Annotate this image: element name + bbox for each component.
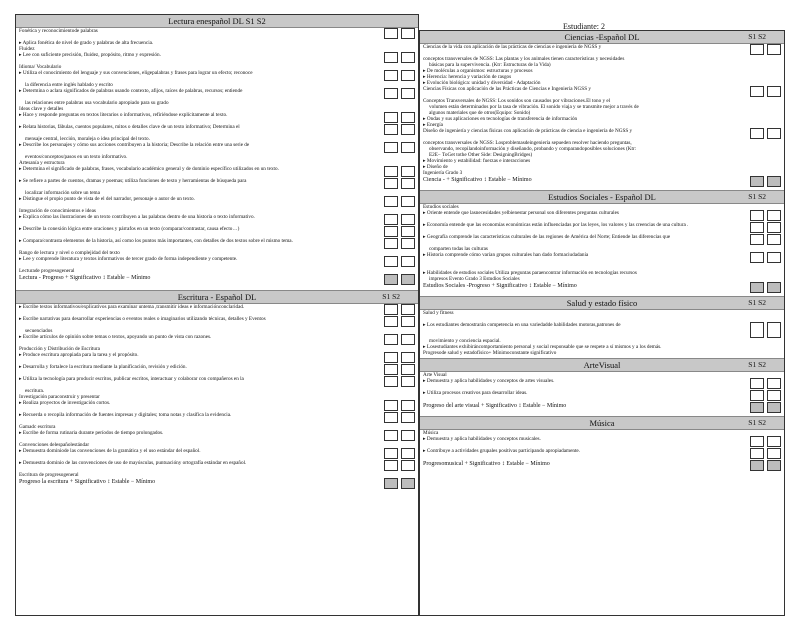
row-text: ▸ Geografía comprende las características culturales de las regiones de América del Norte; Entiende las diferencias que <box>423 234 671 240</box>
row-text: ▸ Describe los personajes y cómo sus acciones contribuyen a la historia; Describe la relación entre una serie de <box>19 142 250 148</box>
grade-box-s2[interactable] <box>401 52 415 63</box>
grade-box-s2[interactable] <box>401 400 415 411</box>
row-text: ▸ Energía <box>423 122 443 128</box>
row-text: Ciencia - + Significativo ↕ Estable − Mínimo <box>423 177 532 183</box>
standard-row <box>16 460 418 472</box>
grade-box-s2[interactable] <box>401 226 415 237</box>
writing-rows <box>16 304 418 490</box>
science-rows <box>420 44 784 188</box>
overall-progress-row <box>420 282 784 294</box>
row-text: movimiento y conciencia espacial. <box>429 338 501 344</box>
row-text: conceptos transversales de NGSS: Losproblemasdeingeniería sepueden resolver haciendo preguntas, <box>423 140 632 146</box>
grade-box-s1[interactable] <box>750 252 764 263</box>
grade-box-s2[interactable] <box>767 378 781 389</box>
grade-box-s1[interactable] <box>384 316 398 327</box>
grade-box-s1[interactable] <box>384 112 398 123</box>
row-text: Artesanía y estructura <box>19 160 65 166</box>
grade-box-s1[interactable] <box>384 352 398 363</box>
overall-progress-row <box>420 460 784 472</box>
row-text: ▸ De moléculas a organismos: estructuras y procesos <box>423 68 533 74</box>
standard-row <box>16 430 418 442</box>
row-text: Progresode salud y estadofísico+ Mínimoconstante significativo <box>423 350 557 356</box>
grade-box-s2[interactable] <box>767 322 781 338</box>
music-semester-labels: S1 S2 <box>748 418 766 427</box>
grade-box-s2[interactable] <box>401 478 415 489</box>
row-text: Estudios Sociales -Progreso + Significativo ↕ Estable − Mínimo <box>423 283 577 289</box>
subheading-row <box>420 350 784 356</box>
standard-row <box>420 222 784 234</box>
grade-box-s2[interactable] <box>401 70 415 81</box>
grade-box-s1[interactable] <box>384 376 398 387</box>
grade-box-s1[interactable] <box>384 334 398 345</box>
grade-box-s2[interactable] <box>767 436 781 447</box>
social-studies-header <box>420 190 784 204</box>
row-text: ▸ Habilidades de estudios sociales Utiliza preguntas paraencontrar información en tecnologías recursos <box>423 270 637 276</box>
row-text: ▸ Utiliza procesos creativos para desarrollar ideas. <box>423 390 528 396</box>
standard-row <box>16 316 418 328</box>
row-text: eventos/conceptos/pasos en un texto informativo. <box>25 154 128 160</box>
right-column <box>419 30 785 616</box>
row-text: las relaciones entre palabras usa vocabulario apropiado para su grado <box>25 100 169 106</box>
row-text: Diseño de ingeniería y ciencias físicas con aplicación de prácticas de ciencia e ingeniería de NGSS y <box>423 128 633 134</box>
grade-box-s1[interactable] <box>750 44 764 55</box>
grade-box-s1[interactable] <box>384 430 398 441</box>
grade-box-s2[interactable] <box>401 274 415 285</box>
grade-box-s2[interactable] <box>401 142 415 153</box>
standard-row <box>16 178 418 190</box>
overall-progress-row <box>16 274 418 286</box>
grade-box-s1[interactable] <box>384 142 398 153</box>
grade-box-s2[interactable] <box>401 166 415 177</box>
row-text: ▸ Escribe narrativas para desarrollar experiencias o eventos reales o imaginarios utilizando técnicas, detalles y Eventos <box>19 316 266 322</box>
standard-row <box>16 256 418 268</box>
row-text: observando, recopilandoinformación y diseñando, probando y comparandoposibles soluciones (Ktr: <box>429 146 637 152</box>
grade-box-s2[interactable] <box>767 460 781 471</box>
grade-box-s2[interactable] <box>401 448 415 459</box>
standard-row <box>16 124 418 136</box>
row-text: ▸ Lee y comprende literatura y textos informativos de tercer grado de forma independiente y competente. <box>19 256 238 262</box>
standard-row <box>16 166 418 178</box>
standard-row <box>16 412 418 424</box>
science-section-header <box>420 31 784 44</box>
writing-semester-labels: S1 S2 <box>382 292 400 301</box>
grade-box-s1[interactable] <box>384 52 398 63</box>
grade-box-s2[interactable] <box>767 128 781 139</box>
grade-box-s2[interactable] <box>401 112 415 123</box>
row-text: ▸ Demuestra dominiode las convenciones de la gramática y el uso estándar del español. <box>19 448 201 454</box>
social-studies-title: Estudios Sociales - Español DL <box>548 192 656 202</box>
row-text: Idioma/ Vocabulario <box>19 64 62 70</box>
row-text: ▸ Economía entende que las economías económicas están influenciadas por las leyes, los valores y las creencias de una cultura . <box>423 222 689 228</box>
subheading-row <box>420 86 784 98</box>
grade-box-s2[interactable] <box>401 412 415 423</box>
grade-box-s2[interactable] <box>401 88 415 99</box>
subheading-row <box>420 44 784 56</box>
row-text: ▸ Relata historias, fábulas, cuentos populares, mitos o detalles clave de un texto informativo; Determina el <box>19 124 240 130</box>
row-text: Rango de lectura y nivel o complejidad del texto <box>19 250 120 256</box>
grade-box-s1[interactable] <box>750 210 764 221</box>
grade-box-s1[interactable] <box>384 478 398 489</box>
subheading-row <box>16 28 418 40</box>
row-text: Estudios sociales <box>423 204 459 210</box>
grade-box-s1[interactable] <box>750 378 764 389</box>
grade-box-s1[interactable] <box>384 448 398 459</box>
row-text: Arte Visual <box>423 372 447 378</box>
grade-box-s2[interactable] <box>767 448 781 459</box>
student-label: Estudiante: 2 <box>563 22 605 31</box>
row-text: ▸ Historia comprende cómo varían grupos culturales han dado formaciudadanía <box>423 252 589 258</box>
grade-box-s2[interactable] <box>401 364 415 375</box>
overall-progress-row <box>16 478 418 490</box>
standard-row <box>16 238 418 250</box>
row-text: ▸ Escribe de forma rutinaria durante períodos de tiempo prolongados. <box>19 430 164 436</box>
row-text: Progresomusical + Significativo ↕ Estable − Mínimo <box>423 461 550 467</box>
row-text: ▸ Describe la conexión lógica entre oraciones y párrafos en un texto (comparar/contrastar, causa efecto…) <box>19 226 240 232</box>
row-text: Salud y fitness <box>423 310 454 316</box>
grade-box-s1[interactable] <box>750 460 764 471</box>
row-text: escritura. <box>25 388 45 394</box>
overall-progress-row <box>420 402 784 414</box>
row-text: secuenciados <box>25 328 53 334</box>
grade-box-s2[interactable] <box>401 430 415 441</box>
row-text: ▸ Demuestra y aplica habilidades y conceptos de artes visuales. <box>423 378 555 384</box>
row-text: E2E− ToGet tothe Other Side: DesigningBridges) <box>429 152 533 158</box>
row-text: Ciencias de la vida con aplicación de las prácticas de ciencias e ingeniería de NGSS y <box>423 44 602 50</box>
row-text: Lecturade progresogeneral <box>19 268 75 274</box>
standard-row <box>420 322 784 338</box>
art-section-header <box>420 358 784 372</box>
row-text: ▸ Utiliza la tecnología para producir escritos, publicar escritos, interactuar y colaborar con compañeros en la <box>19 376 244 382</box>
grade-box-s1[interactable] <box>384 400 398 411</box>
standard-row <box>420 210 784 222</box>
standard-row <box>16 400 418 412</box>
art-semester-labels: S1 S2 <box>748 360 766 369</box>
grade-box-s1[interactable] <box>384 274 398 285</box>
grade-box-s2[interactable] <box>401 316 415 327</box>
grade-box-s1[interactable] <box>750 322 764 338</box>
standard-row <box>16 304 418 316</box>
grade-box-s2[interactable] <box>401 460 415 471</box>
row-text: ▸ Hace y responde preguntas en textos literarios o informativos, refiriéndose explícitamente al texto. <box>19 112 228 118</box>
row-text: Escritura de progresogeneral <box>19 472 79 478</box>
row-text: ▸ Demuestra dominio de las convenciones de uso de mayúsculas, puntuacióny ortografía estándar en español. <box>19 460 247 466</box>
grade-box-s2[interactable] <box>767 390 781 401</box>
grade-box-s1[interactable] <box>384 178 398 189</box>
row-text: ▸ Determina o aclara significados de palabras usando contexto, afijos, raíces de palabras, recursos; entiende <box>19 88 243 94</box>
row-text: ▸ Distingue el propio punto de vista de el del narrador, personaje o autor de un texto. <box>19 196 195 202</box>
art-section-title: ArteVisual <box>583 360 621 370</box>
grade-box-s2[interactable] <box>401 352 415 363</box>
grade-box-s2[interactable] <box>401 196 415 207</box>
music-section-title: Música <box>589 418 615 428</box>
row-text: Música <box>423 430 439 436</box>
row-text: algunos materiales que de otros(Equipo: Sonido) <box>429 110 531 116</box>
grade-box-s2[interactable] <box>401 376 415 387</box>
reading-rows <box>16 28 418 286</box>
health-rows <box>420 310 784 356</box>
grade-box-s2[interactable] <box>401 124 415 135</box>
grade-box-s1[interactable] <box>750 176 764 187</box>
health-semester-labels: S1 S2 <box>748 298 766 307</box>
row-text: Gamadc escritura <box>19 424 56 430</box>
row-text: Progreso del arte visual + Significativo ↕ Estable − Mínimo <box>423 403 567 409</box>
standard-row <box>16 52 418 64</box>
row-text: Progreso la escritura + Significativo ↕ Estable − Mínimo <box>19 479 156 485</box>
reading-section-title: Lectura enespañol DL S1 S2 <box>168 16 266 26</box>
row-text: ▸ Los estudiantes demostrarán competencia en una variedadde habilidades motoras,patrones de <box>423 322 621 328</box>
grade-box-s1[interactable] <box>384 238 398 249</box>
grade-box-s1[interactable] <box>750 402 764 413</box>
grade-box-s2[interactable] <box>401 28 415 39</box>
row-text: ▸ Oriente entende que lasnecesidades yelbienestar personal son diferentes preguntas culturales <box>423 210 619 216</box>
grade-box-s1[interactable] <box>750 128 764 139</box>
grade-box-s1[interactable] <box>384 70 398 81</box>
row-text: volumen están determinados por la tasa de vibración. El sonido viaja y se transmite mejor a través de <box>429 104 639 110</box>
standard-row <box>16 142 418 154</box>
grade-box-s1[interactable] <box>384 88 398 99</box>
standard-row <box>420 378 784 390</box>
row-text: ▸ Aplica fonética de nivel de grado y palabras de alta frecuencia. <box>19 40 154 46</box>
row-text: ▸ Produce escritura apropiada para la tarea y el propósito. <box>19 352 139 358</box>
art-rows <box>420 372 784 414</box>
grade-box-s1[interactable] <box>750 222 764 233</box>
grade-box-s2[interactable] <box>767 86 781 97</box>
grade-box-s1[interactable] <box>384 460 398 471</box>
grade-box-s2[interactable] <box>767 234 781 245</box>
overall-progress-row <box>420 176 784 188</box>
row-text: ▸ Determina el significado de palabras, frases, vocabulario académico general y de dominio específico utilizados en un texto. <box>19 166 279 172</box>
grade-box-s1[interactable] <box>750 448 764 459</box>
row-text: ▸ Realiza proyectos de investigación cortos. <box>19 400 111 406</box>
row-text: localizar información sobre un tema <box>25 190 100 196</box>
social-studies-rows <box>420 204 784 294</box>
row-text: mensaje central, lección, moraleja o idea principal del texto. <box>25 136 150 142</box>
row-text: Lectura - Progreso + Significativo ↕ Estable − Mínimo <box>19 275 151 281</box>
standard-row <box>420 234 784 246</box>
social-studies-semester-labels: S1 S2 <box>748 192 766 201</box>
grade-box-s2[interactable] <box>401 334 415 345</box>
row-text: ▸ Lee con suficiente precisión, fluidez, propósito, ritmo y expresión. <box>19 52 161 58</box>
grade-box-s1[interactable] <box>384 196 398 207</box>
writing-section-header <box>16 290 418 304</box>
row-text: Conceptos Transversales de NGSS: Los sonidos son causados por vibraciones.El tono y el <box>423 98 611 104</box>
grade-box-s1[interactable] <box>384 124 398 135</box>
row-text: ▸ Escribe textos informativos/explicativos para examinar untema ,transmitir ideas e informaciónconclaridad. <box>19 304 245 310</box>
row-text: Fonética y reconocimientode palabras <box>19 28 98 34</box>
grade-box-s2[interactable] <box>767 402 781 413</box>
grade-box-s1[interactable] <box>750 234 764 245</box>
grade-box-s1[interactable] <box>384 364 398 375</box>
row-text: ▸ Ondas y sus aplicaciones en tecnologías de transferencia de información <box>423 116 578 122</box>
standard-row <box>16 88 418 100</box>
grade-box-s1[interactable] <box>384 304 398 315</box>
grade-box-s1[interactable] <box>750 390 764 401</box>
grade-box-s1[interactable] <box>384 412 398 423</box>
left-column <box>15 14 419 616</box>
row-text: ▸ Explica cómo las ilustraciones de un texto contribuyen a las palabras dentro de una historia o texto informativo. <box>19 214 255 220</box>
grade-box-s1[interactable] <box>384 214 398 225</box>
grade-box-s2[interactable] <box>767 210 781 221</box>
reading-section-header <box>16 15 418 28</box>
standard-row <box>420 436 784 448</box>
science-semester-labels: S1 S2 <box>748 32 766 41</box>
row-text: Convenciones delespañolestándar <box>19 442 90 448</box>
grade-box-s2[interactable] <box>767 176 781 187</box>
row-text: ▸ Recuerda o recopila información de fuentes impresas y digitales; toma notas y clasifica la evidencia. <box>19 412 232 418</box>
standard-row <box>16 376 418 388</box>
standard-row <box>420 448 784 460</box>
music-rows <box>420 430 784 472</box>
science-section-title: Ciencias -Español DL <box>564 32 640 42</box>
row-text: Ideas clave y detalles <box>19 106 64 112</box>
grade-box-s2[interactable] <box>401 214 415 225</box>
row-text: ▸ Desarrolla y fortalece la escritura mediante la planificación, revisión y edición. <box>19 364 187 370</box>
grade-box-s1[interactable] <box>384 28 398 39</box>
row-text: ▸ Evolución biológica: unidad y diversidad - Adaptación <box>423 80 541 86</box>
grade-box-s1[interactable] <box>750 436 764 447</box>
grade-box-s1[interactable] <box>750 86 764 97</box>
standard-row <box>16 352 418 364</box>
grade-box-s2[interactable] <box>767 282 781 293</box>
standard-row <box>16 226 418 238</box>
row-text: impresos Evento Grado 3 Estudios Sociales <box>429 276 520 282</box>
grade-box-s1[interactable] <box>384 166 398 177</box>
standard-row <box>420 390 784 402</box>
standard-row <box>16 214 418 226</box>
grade-box-s2[interactable] <box>401 256 415 267</box>
health-section-title: Salud y estado físico <box>566 298 638 308</box>
row-text: ▸ Movimiento y estabilidad: fuerzas e interacciones <box>423 158 531 164</box>
standard-row <box>16 364 418 376</box>
grade-box-s2[interactable] <box>767 44 781 55</box>
standard-row <box>16 112 418 124</box>
row-text: ▸ Herencia: herencia y variación de rasgos <box>423 74 512 80</box>
standard-row <box>16 196 418 208</box>
row-text: Ciencias Físicas con aplicación de las Prácticas de Ciencias e Ingeniería NGSS y <box>423 86 591 92</box>
grade-box-s2[interactable] <box>767 222 781 233</box>
row-text: ▸ Demuestra y aplica habilidades y conceptos musicales. <box>423 436 541 442</box>
row-text: comparten todas las culturas <box>429 246 488 252</box>
row-text: básicas para la supervivencia. (Ktr: Estructuras de la Vida) <box>429 62 551 68</box>
standard-row <box>16 448 418 460</box>
row-text: ▸ Losestudiantes exhibiráncomportamiento personal y social responsable que se respete a sí mismos y a los demás. <box>423 344 662 350</box>
health-section-header <box>420 296 784 310</box>
grade-box-s2[interactable] <box>401 178 415 189</box>
row-text: Investigación paraconstruir y presentar <box>19 394 100 400</box>
row-text: Ingeniería Grado 3 <box>423 170 463 176</box>
row-text: ▸ Escribe artículos de opinión sobre temas o textos, apoyando un punto de vista con razones. <box>19 334 212 340</box>
row-text: la diferencia entre inglés hablado y escrito <box>25 82 113 88</box>
standard-row <box>420 252 784 264</box>
row-text: ▸ Contribuye a actividades grupales positivas participando apropiadamente. <box>423 448 581 454</box>
row-text: Integración de conocimientos e ideas <box>19 208 96 214</box>
subheading-row <box>420 128 784 140</box>
music-section-header <box>420 416 784 430</box>
row-text: ▸ Diseño de <box>423 164 448 170</box>
standard-row <box>16 70 418 82</box>
grade-box-s1[interactable] <box>750 282 764 293</box>
row-text: Fluidez <box>19 46 35 52</box>
grade-box-s2[interactable] <box>767 252 781 263</box>
row-text: ▸ Se refiere a partes de cuentos, dramas y poemas; utiliza funciones de texto y herramientas de búsqueda para <box>19 178 247 184</box>
row-text: ▸ Compara/contrasta elementos de la historia, así como los puntos más importantes, con detalles de dos textos sobre el mismo tema. <box>19 238 293 244</box>
grade-box-s2[interactable] <box>401 238 415 249</box>
standard-row <box>16 334 418 346</box>
row-text: Producción y Distribución de Escritura <box>19 346 100 352</box>
grade-box-s1[interactable] <box>384 226 398 237</box>
grade-box-s2[interactable] <box>401 304 415 315</box>
row-text: ▸ Utiliza el conocimiento del lenguaje y sus convenciones, eligepalabras y frases para lograr un efecto; reconoce <box>19 70 253 76</box>
row-text: conceptos transversales de NGSS: Las plantas y los animales tienen características y necesidades <box>423 56 625 62</box>
writing-section-title: Escritura - Español DL <box>177 292 257 302</box>
grade-box-s1[interactable] <box>384 256 398 267</box>
